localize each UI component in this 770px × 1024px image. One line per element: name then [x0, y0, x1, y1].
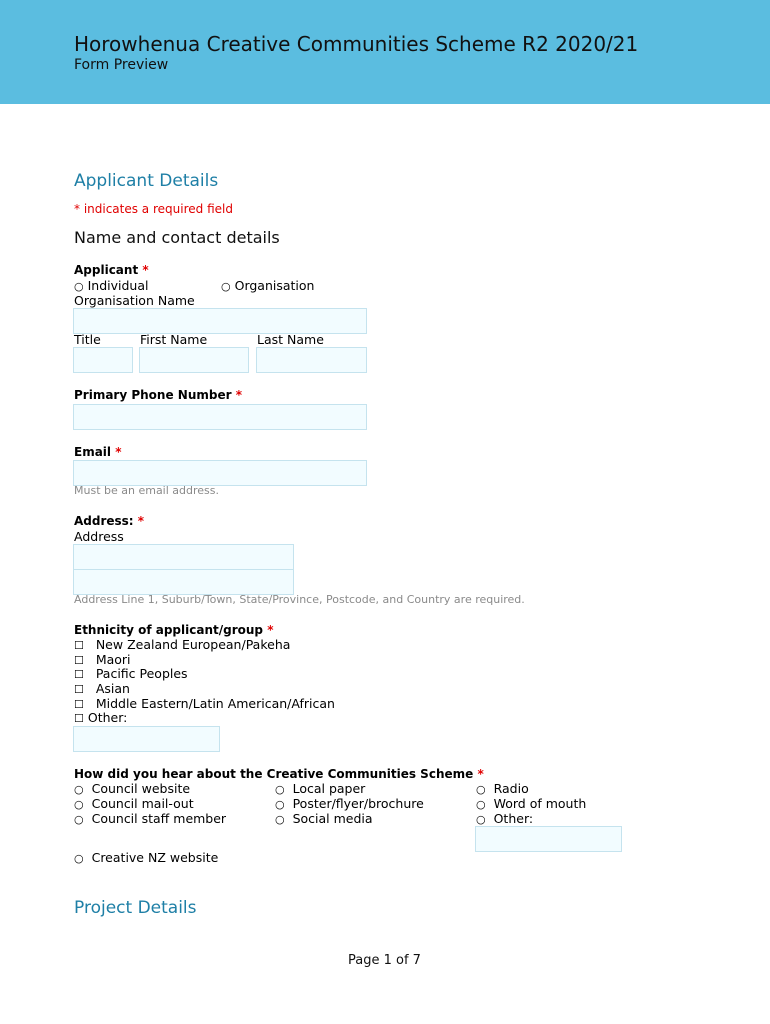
- heard-local-paper-radio[interactable]: ○ Local paper: [275, 781, 366, 796]
- address-sublabel: Address: [74, 529, 124, 544]
- name-contact-heading: Name and contact details: [74, 228, 280, 247]
- required-star: *: [235, 388, 242, 402]
- radio-circle-icon[interactable]: ○: [74, 852, 84, 865]
- first-name-label: First Name: [140, 332, 208, 347]
- radio-circle-icon[interactable]: ○: [476, 813, 486, 826]
- ethnicity-option-checkbox[interactable]: ☐ Pacific Peoples: [74, 666, 188, 681]
- first-name-input[interactable]: [139, 347, 249, 373]
- heard-radio-radio[interactable]: ○ Radio: [476, 781, 529, 796]
- ethnicity-other-checkbox[interactable]: ☐ Other:: [74, 710, 128, 725]
- email-hint: Must be an email address.: [74, 484, 220, 497]
- heard-council-website-radio[interactable]: ○ Council website: [74, 781, 191, 796]
- heard-social-media-radio[interactable]: ○ Social media: [275, 811, 373, 826]
- address-line2-input[interactable]: [73, 569, 294, 595]
- radio-circle-icon[interactable]: ○: [275, 798, 285, 811]
- heard-council-mailout-radio[interactable]: ○ Council mail-out: [74, 796, 194, 811]
- title-label: Title: [74, 332, 101, 347]
- checkbox-square-icon[interactable]: ☐: [74, 683, 84, 696]
- checkbox-square-icon[interactable]: ☐: [74, 712, 84, 725]
- ethnicity-other-input[interactable]: [73, 726, 220, 752]
- ethnicity-label: Ethnicity of applicant/group *: [74, 623, 274, 637]
- title-input[interactable]: [73, 347, 133, 373]
- last-name-label: Last Name: [257, 332, 324, 347]
- heard-poster-radio[interactable]: ○ Poster/flyer/brochure: [275, 796, 424, 811]
- email-input[interactable]: [73, 460, 367, 486]
- required-star: *: [115, 445, 122, 459]
- required-star: *: [142, 263, 149, 277]
- required-star: *: [267, 623, 274, 637]
- radio-circle-icon[interactable]: ○: [476, 783, 486, 796]
- radio-circle-icon[interactable]: ○: [74, 280, 84, 293]
- ethnicity-option-checkbox[interactable]: ☐ Maori: [74, 652, 131, 667]
- address-line1-input[interactable]: [73, 544, 294, 570]
- heard-creative-nz-radio[interactable]: ○ Creative NZ website: [74, 850, 219, 865]
- heard-other-radio[interactable]: ○ Other:: [476, 811, 534, 826]
- ethnicity-option-checkbox[interactable]: ☐ Asian: [74, 681, 130, 696]
- radio-circle-icon[interactable]: ○: [74, 798, 84, 811]
- org-name-label: Organisation Name: [74, 293, 195, 308]
- page-header: [0, 0, 770, 104]
- form-subtitle: Form Preview: [74, 57, 169, 73]
- required-star: *: [477, 767, 484, 781]
- checkbox-square-icon[interactable]: ☐: [74, 698, 84, 711]
- form-title: Horowhenua Creative Communities Scheme R2 2020/21: [74, 32, 639, 56]
- address-label: Address: *: [74, 514, 145, 528]
- heard-about-label: How did you hear about the Creative Communities Scheme *: [74, 767, 484, 781]
- project-details-heading: Project Details: [74, 898, 197, 918]
- radio-circle-icon[interactable]: ○: [221, 280, 231, 293]
- ethnicity-option-checkbox[interactable]: ☐ Middle Eastern/Latin American/African: [74, 696, 335, 711]
- page-indicator: Page 1 of 7: [348, 953, 421, 968]
- heard-council-staff-radio[interactable]: ○ Council staff member: [74, 811, 227, 826]
- last-name-input[interactable]: [256, 347, 367, 373]
- org-name-input[interactable]: [73, 308, 367, 334]
- applicant-organisation-radio[interactable]: ○ Organisation: [221, 278, 315, 293]
- applicant-label: Applicant *: [74, 263, 149, 277]
- radio-circle-icon[interactable]: ○: [476, 798, 486, 811]
- applicant-individual-radio[interactable]: ○ Individual: [74, 278, 149, 293]
- radio-circle-icon[interactable]: ○: [74, 783, 84, 796]
- checkbox-square-icon[interactable]: ☐: [74, 639, 84, 652]
- phone-label: Primary Phone Number *: [74, 388, 242, 402]
- address-hint: Address Line 1, Suburb/Town, State/Province, Postcode, and Country are required.: [74, 593, 525, 606]
- email-label: Email *: [74, 445, 122, 459]
- required-star: *: [137, 514, 145, 528]
- required-note: * indicates a required field: [74, 202, 233, 216]
- ethnicity-option-checkbox[interactable]: ☐ New Zealand European/Pakeha: [74, 637, 291, 652]
- heard-other-input[interactable]: [475, 826, 622, 852]
- phone-input[interactable]: [73, 404, 367, 430]
- checkbox-square-icon[interactable]: ☐: [74, 668, 84, 681]
- radio-circle-icon[interactable]: ○: [275, 783, 285, 796]
- applicant-details-heading: Applicant Details: [74, 171, 219, 191]
- checkbox-square-icon[interactable]: ☐: [74, 654, 84, 667]
- radio-circle-icon[interactable]: ○: [74, 813, 84, 826]
- radio-circle-icon[interactable]: ○: [275, 813, 285, 826]
- heard-word-of-mouth-radio[interactable]: ○ Word of mouth: [476, 796, 587, 811]
